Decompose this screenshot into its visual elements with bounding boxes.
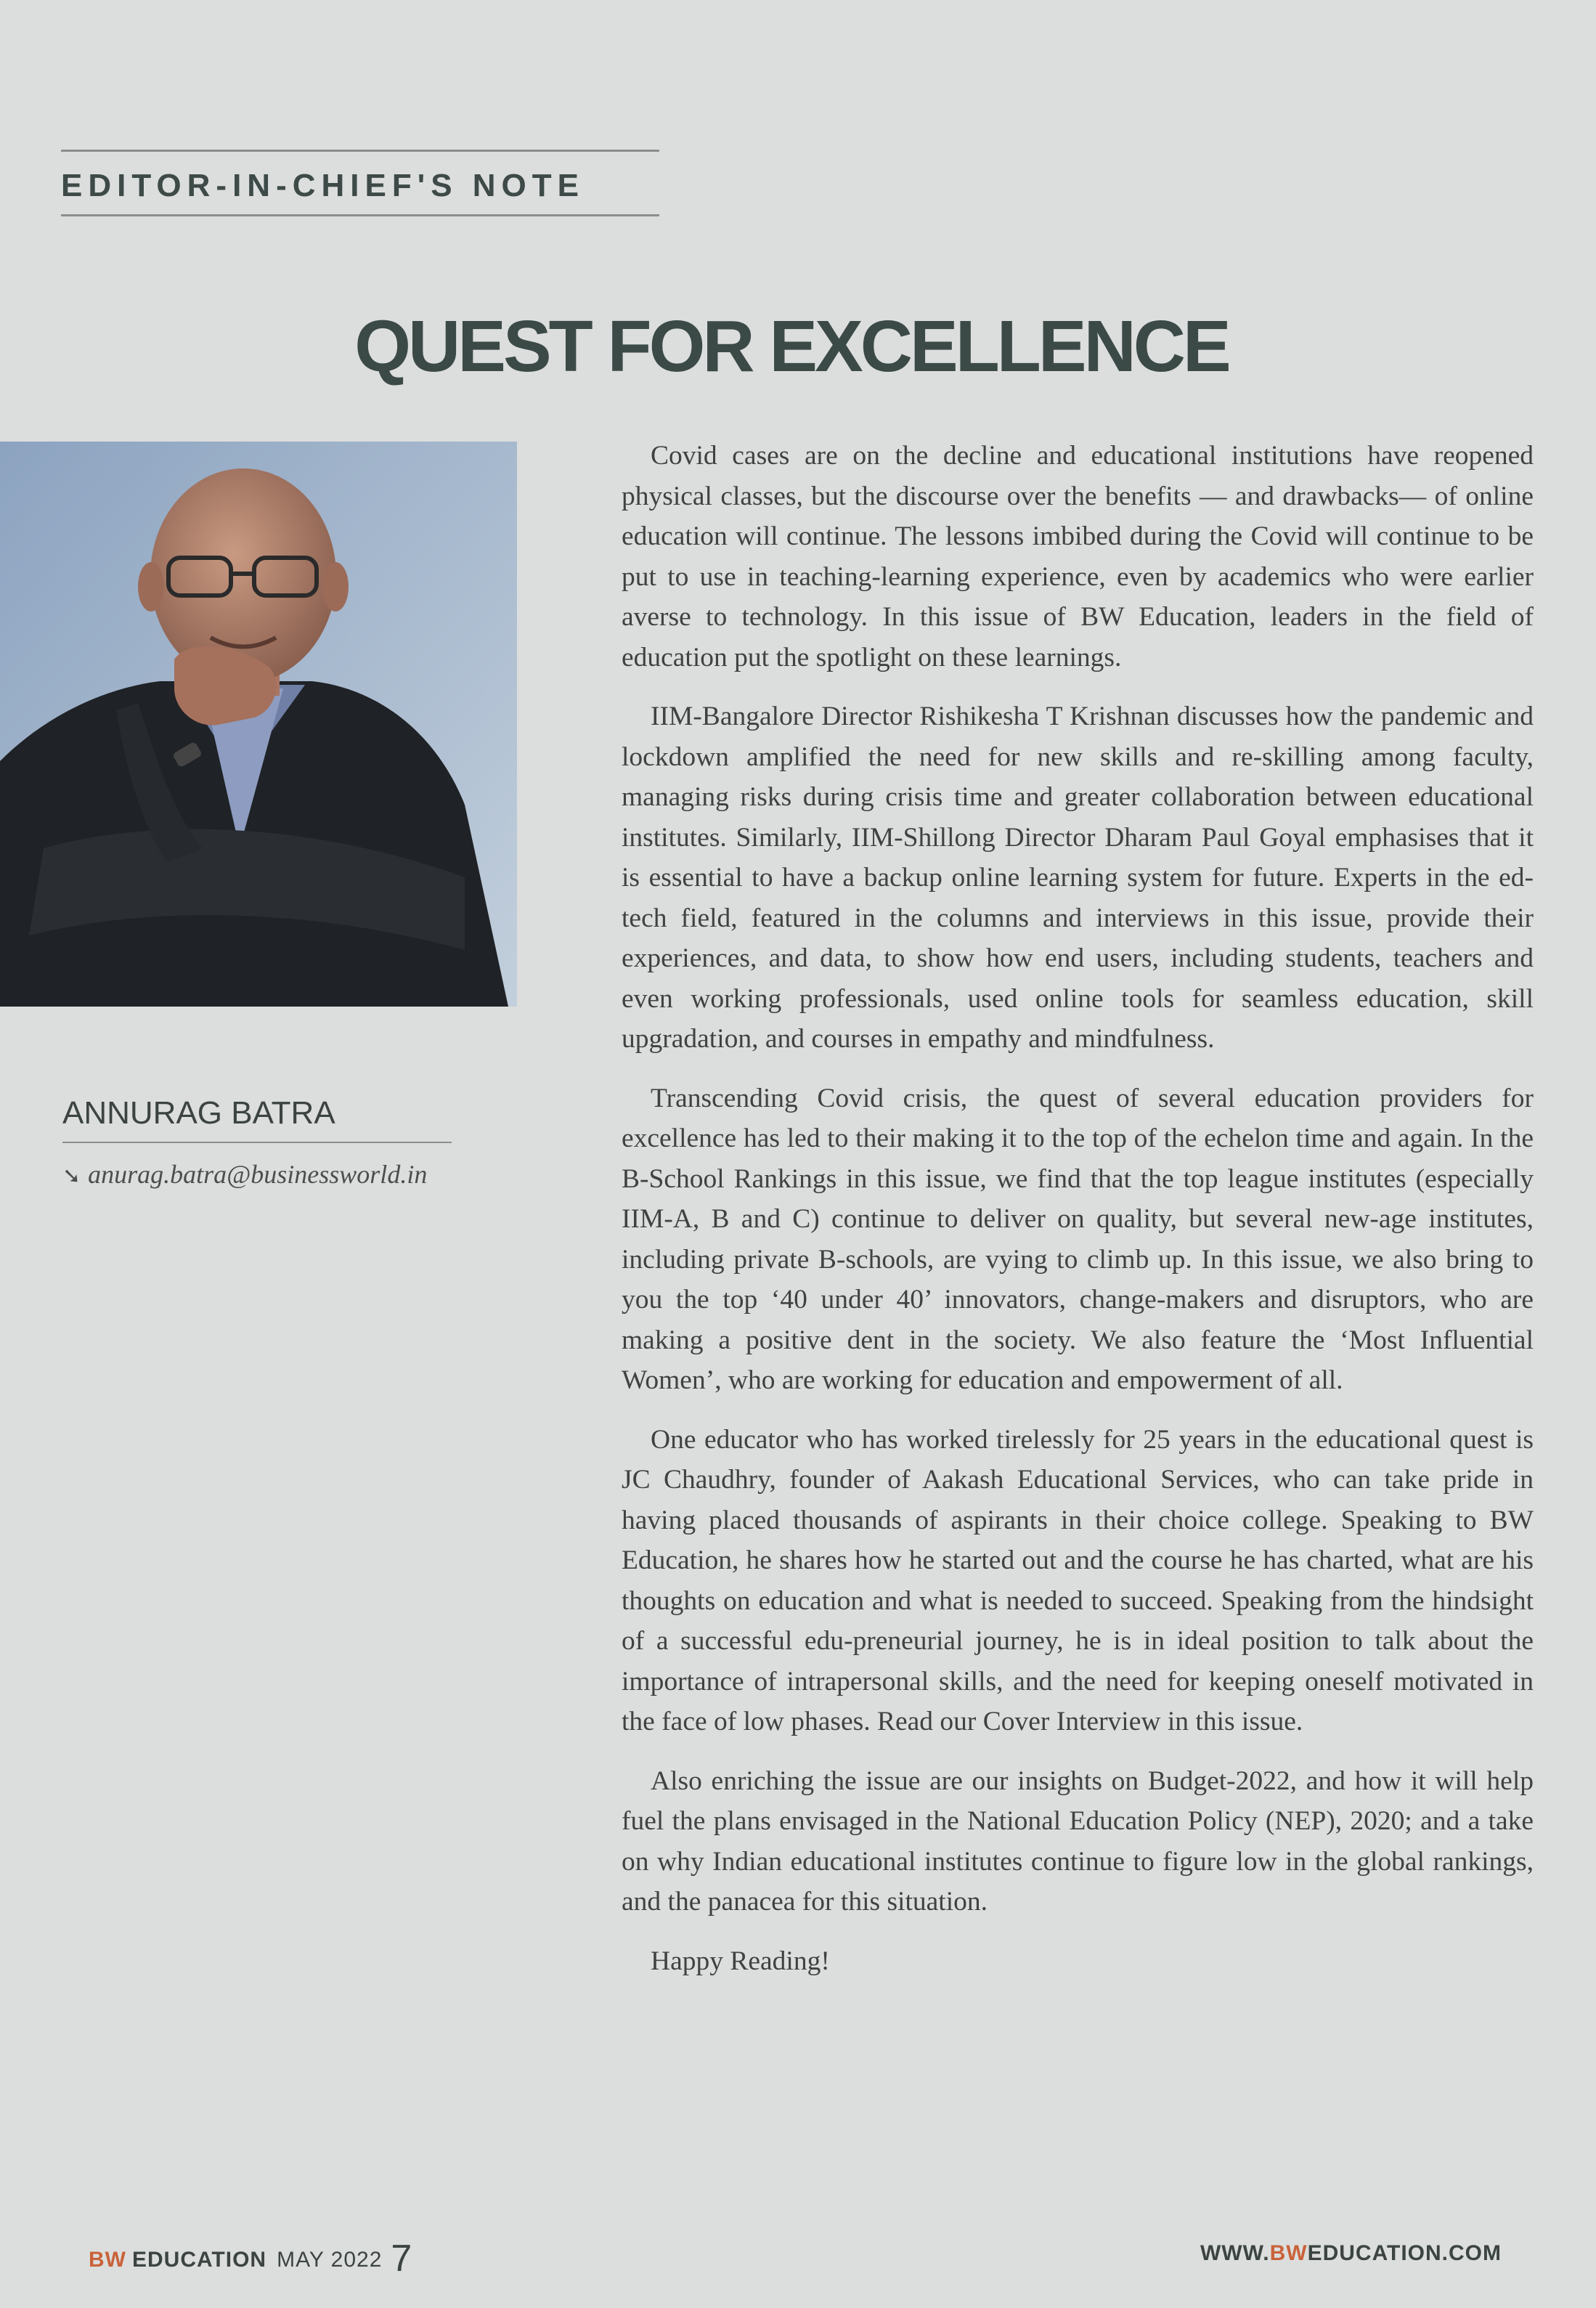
headline-text: QUEST FOR EXCELLENCE	[354, 306, 1229, 387]
author-email[interactable]	[62, 1159, 427, 1190]
footer-brand-education: EDUCATION	[131, 2248, 267, 2272]
paragraph: Transcending Covid crisis, the quest of several education providers for excellence has led to their making it to the top of the echelon time and again. In the B-School Rankings in this issue, we find that the top league institutes (especially IIM-A, B and C) continue to deliver on quality, but several new-age institutes, including private B-schools, are vying to climb up. In this issue, we also bring to you the top ‘40 under 40’ innovators, change-makers and disruptors, who are making a positive dent in the society. We also feature the ‘Most Influential Women’, who are working for education and empowerment of all.	[622, 1083, 1534, 1395]
paragraph: IIM-Bangalore Director Rishikesha T Krishnan discusses how the pandemic and lockdown amplified the need for new skills and re-skilling among faculty, managing risks during crisis time and greater collaboration between educational institutes. Similarly, IIM-Shillong Director Dharam Paul Goyal emphasises that it is essential to have a backup online learning system for future. Experts in the ed-tech field, featured in the columns and interviews in this issue, provide their experiences, and data, to show how end users, including students, teachers and even working professionals, used online tools for seamless education, skill upgradation, and courses in empathy and mindfulness.	[622, 702, 1534, 1054]
article-body	[622, 436, 1534, 2000]
author-email-text: anurag.batra@businessworld.in	[88, 1160, 428, 1189]
section-label: EDITOR-IN-CHIEF'S NOTE	[61, 150, 659, 216]
site-prefix: WWW.	[1200, 2241, 1270, 2265]
footer-publication	[89, 2237, 412, 2280]
site-rest: EDUCATION.COM	[1307, 2241, 1502, 2265]
page-number: 7	[391, 2238, 413, 2280]
footer-brand-bw: BW	[89, 2248, 126, 2272]
arrow-icon: ➘	[62, 1164, 81, 1188]
paragraph: Covid cases are on the decline and educational institutions have reopened physical classes, but the discourse over the benefits — and drawbacks— of online education will continue. The lessons imbibed during the Covid will continue to be put to use in teaching-learning experience, even by academics who were earlier averse to technology. In this issue of BW Education, leaders in the field of education put the spotlight on these learnings.	[622, 441, 1534, 673]
footer-issue: MAY 2022	[277, 2248, 383, 2272]
site-bw: BW	[1269, 2241, 1308, 2265]
paragraph: One educator who has worked tirelessly for 25 years in the educational quest is JC Chaudhry, founder of Aakash Educational Services, who can take pride in having placed thousands of aspirants in their choice college. Speaking to BW Education, he shares how he started out and the course he has charted, what are his thoughts on education and what is needed to succeed. Speaking from the hindsight of a successful edu-preneurial journey, he is in ideal position to talk about the importance of intrapersonal skills, and the need for keeping oneself motivated in the face of low phases. Read our Cover Interview in this issue.	[622, 1424, 1534, 1736]
author-name: ANNURAG BATRA	[62, 1095, 452, 1143]
signoff: Happy Reading!	[651, 1946, 830, 1976]
paragraph: Also enriching the issue are our insights on Budget-2022, and how it will help fuel the plans envisaged in the National Education Policy (NEP), 2020; and a take on why Indian educational institutes continue to figure low in the global rankings, and the panacea for this situation.	[622, 1765, 1534, 1917]
footer-website[interactable]	[1200, 2241, 1502, 2266]
author-photo	[0, 442, 517, 1007]
author-portrait-icon	[0, 442, 517, 1007]
page-title	[0, 305, 1596, 389]
